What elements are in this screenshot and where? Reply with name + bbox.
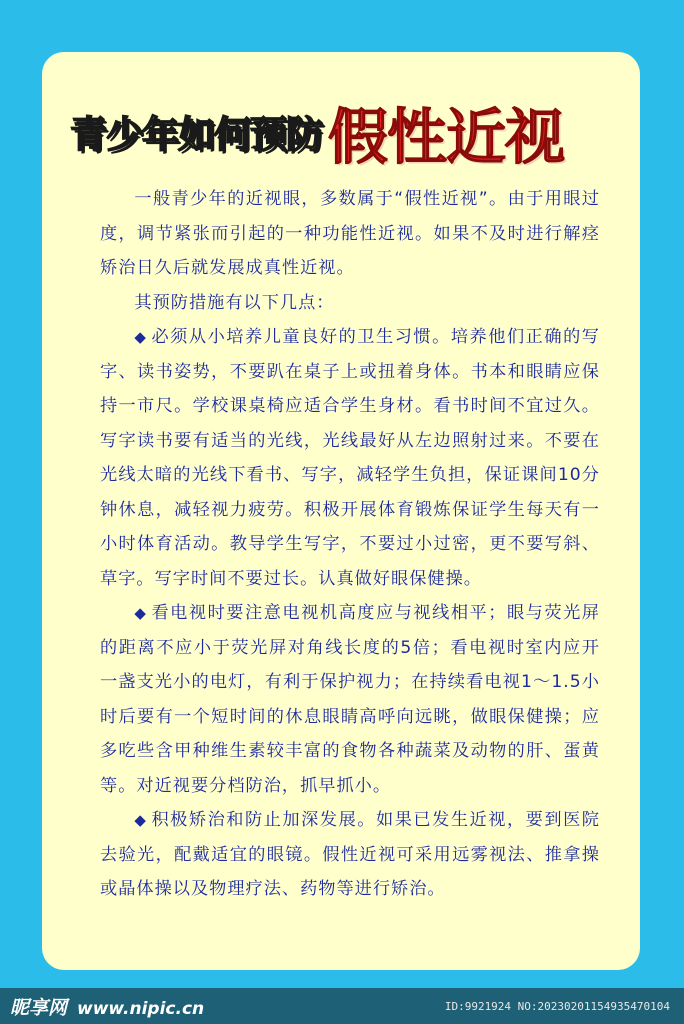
- measure-item-1-text: 必须从小培养儿童良好的卫生习惯。培养他们正确的写字、读书姿势，不要趴在桌子上或扭着身体。书本和眼睛应保持一市尺。学校课桌椅应适合学生身材。看书时间不宜过久。写字读书要有适当的光线，光线最好从左边照射过来。不要在光线太暗的光线下看书、写字，减轻学生负担，保证课间10分钟休息，减轻视力疲劳。积极开展体育锻炼保证学生每天有一小时体育活动。教导学生写字，不要过小过密，更不要写斜、草字。写字时间不要过长。认真做好眼保健操。: [100, 327, 600, 589]
- measure-item-2: [100, 596, 600, 803]
- measure-item-3-text: 积极矫治和防止加深发展。如果已发生近视，要到医院去验光，配戴适宜的眼镜。假性近视可采用远雾视法、推拿操或晶体操以及物理疗法、药物等进行矫治。: [100, 810, 600, 899]
- title-main: 青少年如何预防: [70, 113, 322, 156]
- measure-item-3: [100, 803, 600, 907]
- watermark-id: ID:9921924 NO:20230201154935470104: [444, 999, 670, 1013]
- intro-paragraph: 一般青少年的近视眼，多数属于“假性近视”。由于用眼过度，调节紧张而引起的一种功能性近视。如果不及时进行解痉矫治日久后就发展成真性近视。: [100, 189, 600, 278]
- diamond-bullet-icon: ◆: [134, 604, 147, 622]
- title-accent: 假性近视: [328, 103, 564, 173]
- measure-item-1: [100, 320, 600, 596]
- diamond-bullet-icon: ◆: [134, 328, 147, 346]
- watermark-bar: [0, 988, 684, 1024]
- lead-paragraph: 其预防措施有以下几点：: [134, 292, 335, 313]
- watermark-logo: [10, 993, 204, 1020]
- measure-item-2-text: 看电视时要注意电视机高度应与视线相平；眼与荧光屏的距离不应小于荧光屏对角线长度的5倍；看电视时室内应开一盏支光小的电灯，有利于保护视力；在持续看电视1～1.5小时后要有一个短时间的休息眼睛高呼向远眺，做眼保健操；应多吃些含甲种维生素较丰富的食物各种蔬菜及动物的肝、蛋黄等。对近视要分档防治，抓早抓小。: [100, 603, 600, 796]
- diamond-bullet-icon: ◆: [134, 811, 147, 829]
- watermark-url: www.nipic.cn: [77, 998, 205, 1019]
- poster-card: [42, 52, 640, 970]
- watermark-logo-text: 昵享网: [10, 996, 68, 1019]
- poster-body: [100, 182, 600, 907]
- poster-title: [70, 86, 600, 173]
